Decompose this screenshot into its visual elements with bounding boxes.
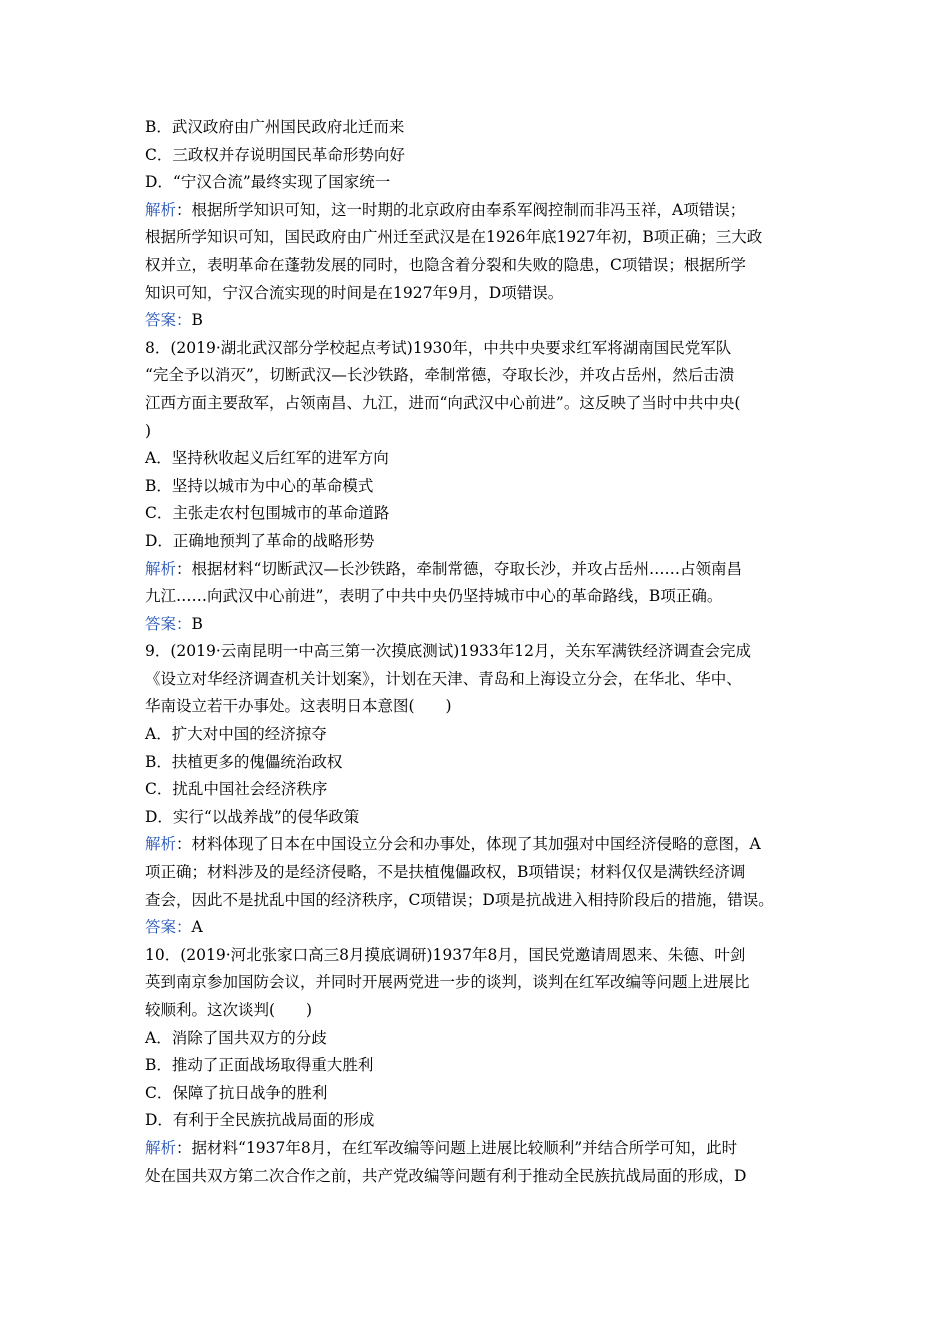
answer-label: 答案： xyxy=(145,311,192,330)
question-10 xyxy=(145,942,815,1190)
answer-line xyxy=(145,307,815,335)
analysis-text: ：根据所学知识可知，这一时期的北京政府由奉系军阀控制而非冯玉祥，A项错误； xyxy=(176,200,746,219)
option-b: B．扶植更多的傀儡统治政权 xyxy=(145,752,343,771)
analysis-line xyxy=(145,197,815,225)
analysis-line xyxy=(145,556,815,584)
analysis-line: 知识可知，宁汉合流实现的时间是在1927年9月，D项错误。 xyxy=(145,283,564,302)
answer-value: A xyxy=(191,918,203,937)
option-d: D．有利于全民族抗战局面的形成 xyxy=(145,1111,375,1130)
answer-line xyxy=(145,611,815,639)
option-c: C．主张走农村包围城市的革命道路 xyxy=(145,504,390,523)
analysis-line: 根据所学知识可知，国民政府由广州迁至武汉是在1926年底1927年初，B项正确；三大政 xyxy=(145,228,763,247)
option-d: D．实行“以战养战”的侵华政策 xyxy=(145,807,360,826)
answer-value: B xyxy=(191,614,203,633)
answer-label: 答案： xyxy=(145,918,192,937)
analysis-label: 解析 xyxy=(145,559,177,578)
option-c: C．三政权并存说明国民革命形势向好 xyxy=(145,145,405,164)
option-c: C．扰乱中国社会经济秩序 xyxy=(145,780,328,799)
answer-value: B xyxy=(191,311,203,330)
question-stem: “完全予以消灭”，切断武汉—长沙铁路，牵制常德，夺取长沙，并攻占岳州，然后击溃 xyxy=(145,366,735,385)
option-b: B．武汉政府由广州国民政府北迁而来 xyxy=(145,118,405,136)
analysis-text: ：据材料“1937年8月，在红军改编等问题上进展比较顺利”并结合所学可知，此时 xyxy=(176,1138,738,1157)
analysis-text: ：根据材料“切断武汉—长沙铁路，牵制常德，夺取长沙，并攻占岳州……占领南昌 xyxy=(176,559,742,578)
analysis-line: 处在国共双方第二次合作之前，共产党改编等问题有利于推动全民族抗战局面的形成，D xyxy=(145,1166,747,1185)
question-stem: 较顺利。这次谈判( ) xyxy=(145,1001,313,1019)
question-7-tail xyxy=(145,114,815,335)
analysis-line: 项正确；材料涉及的是经济侵略，不是扶植傀儡政权，B项错误；材料仅仅是满铁经济调 xyxy=(145,863,746,882)
question-stem: 9．(2019·云南昆明一中高三第一次摸底测试)1933年12月，关东军满铁经济调查会完成 xyxy=(145,642,752,661)
question-9 xyxy=(145,638,815,942)
question-stem: 华南设立若干办事处。这表明日本意图( ) xyxy=(145,697,452,716)
option-a: A．坚持秋收起义后红军的进军方向 xyxy=(145,449,389,468)
question-8 xyxy=(145,335,815,639)
question-stem: 8．(2019·湖北武汉部分学校起点考试)1930年，中共中央要求红军将湖南国民党军队 xyxy=(145,338,732,357)
option-a: A．扩大对中国的经济掠夺 xyxy=(145,725,327,744)
answer-label: 答案： xyxy=(145,614,192,633)
question-stem: 《设立对华经济调查机关计划案》，计划在天津、青岛和上海设立分会，在华北、华中、 xyxy=(145,669,742,688)
analysis-line xyxy=(145,831,815,859)
option-b: B．推动了正面战场取得重大胜利 xyxy=(145,1056,374,1075)
option-d: D．“宁汉合流”最终实现了国家统一 xyxy=(145,173,391,192)
analysis-line: 权并立，表明革命在蓬勃发展的同时，也隐含着分裂和失败的隐患，C项错误；根据所学 xyxy=(145,255,746,274)
analysis-label: 解析 xyxy=(145,200,177,219)
option-d: D．正确地预判了革命的战略形势 xyxy=(145,531,375,550)
question-stem: 10．(2019·河北张家口高三8月摸底调研)1937年8月，国民党邀请周恩来、朱德、叶剑 xyxy=(145,945,746,964)
answer-line xyxy=(145,914,815,942)
analysis-text: ：材料体现了日本在中国设立分会和办事处，体现了其加强对中国经济侵略的意图，A xyxy=(176,835,761,854)
analysis-line xyxy=(145,1135,815,1163)
analysis-label: 解析 xyxy=(145,1138,177,1157)
question-stem: 江西方面主要敌军，占领南昌、九江，进而“向武汉中心前进”。这反映了当时中共中央( xyxy=(145,393,741,412)
option-c: C．保障了抗日战争的胜利 xyxy=(145,1083,328,1102)
option-b: B．坚持以城市为中心的革命模式 xyxy=(145,476,374,495)
question-stem: ) xyxy=(145,421,152,440)
analysis-line: 九江……向武汉中心前进”，表明了中共中央仍坚持城市中心的革命路线，B项正确。 xyxy=(145,587,723,606)
question-stem: 英到南京参加国防会议，并同时开展两党进一步的谈判，谈判在红军改编等问题上进展比 xyxy=(145,973,750,992)
analysis-label: 解析 xyxy=(145,835,177,854)
document-page xyxy=(145,114,815,1190)
analysis-line: 查会，因此不是扰乱中国的经济秩序，C项错误；D项是抗战进入相持阶段后的措施，错误。 xyxy=(145,890,774,909)
option-a: A．消除了国共双方的分歧 xyxy=(145,1028,327,1047)
